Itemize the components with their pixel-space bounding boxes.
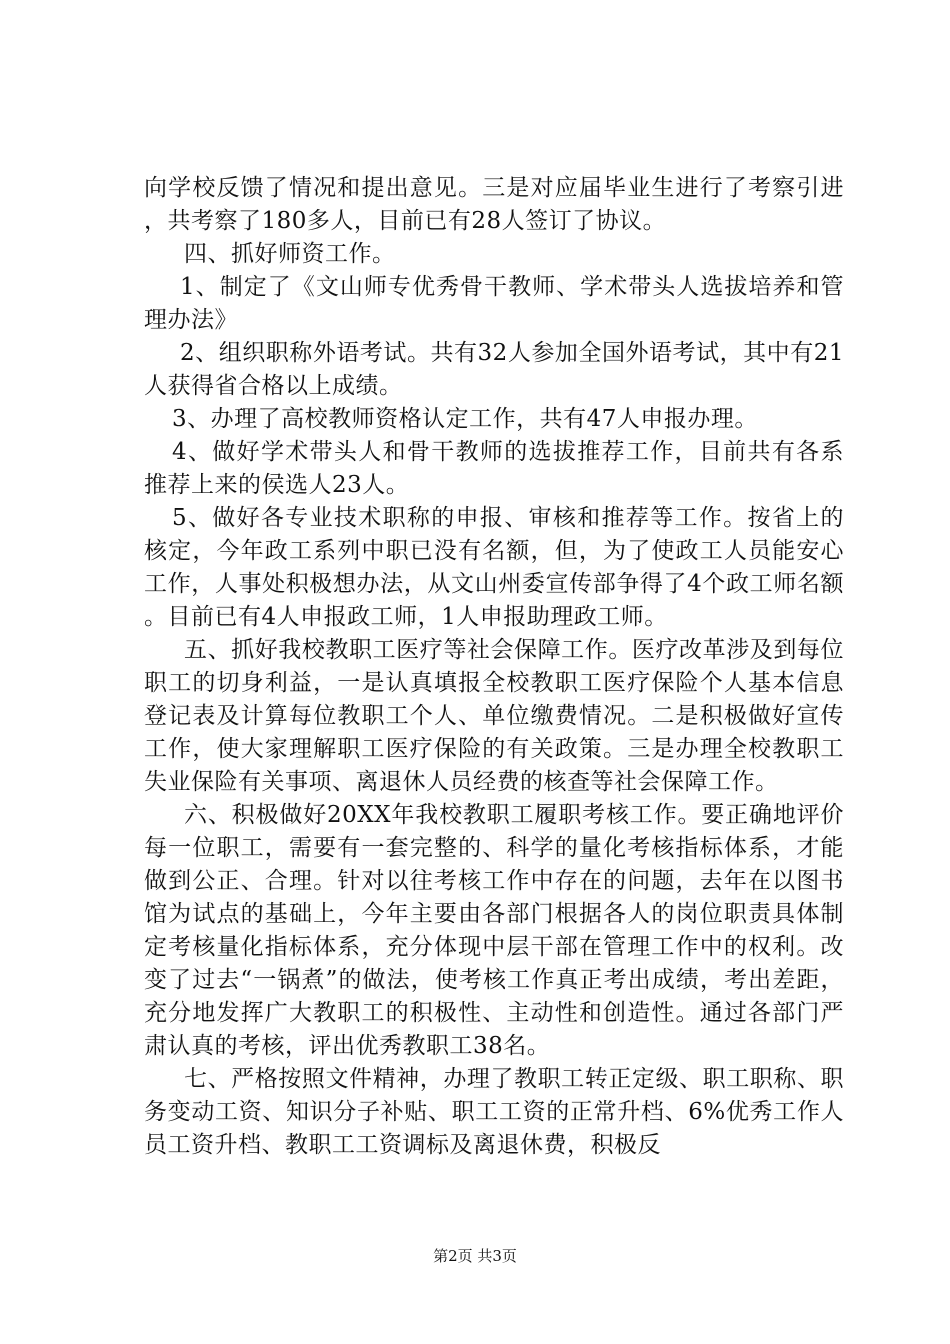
paragraph-item-4: 4、做好学术带头人和骨干教师的选拔推荐工作，目前共有各系推荐上来的侯选人23人。 xyxy=(144,439,844,498)
paragraph-section-six: 六、积极做好20XX年我校教职工履职考核工作。要正确地评价每一位职工，需要有一套完整的、科学的量化考核指标体系，才能做到公正、合理。针对以往考核工作中存在的问题，去年在以图书馆为试点的基础上，今年主要由各部门根据各人的岗位职责具体制定考核量化指标体系，充分体现中层干部在管理工作中的权利。改变了过去“一锅煮”的做法，使考核工作真正考出成绩，考出差距，充分地发挥广大教职工的积极性、主动性和创造性。通过各部门严肃认真的考核，评出优秀教职工38名。 xyxy=(144,802,844,1059)
paragraph-item-5: 5、做好各专业技术职称的申报、审核和推荐等工作。按省上的核定，今年政工系列中职已没有名额，但，为了使政工人员能安心工作，人事处积极想办法，从文山州委宣传部争得了4个政工师名额。目前已有4人申报政工师，1人申报助理政工师。 xyxy=(144,505,844,630)
page-number-footer: 第2页 共3页 xyxy=(433,1247,517,1265)
paragraph-item-3: 3、办理了高校教师资格认定工作，共有47人申报办理。 xyxy=(172,406,758,432)
paragraph-section-seven: 七、严格按照文件精神，办理了教职工转正定级、职工职称、职务变动工资、知识分子补贴、职工工资的正常升档、6%优秀工作人员工资升档、教职工工资调标及离退休费，积极反 xyxy=(144,1066,844,1158)
paragraph-section-four-heading: 四、抓好师资工作。 xyxy=(184,241,396,267)
paragraph-item-2: 2、组织职称外语考试。共有32人参加全国外语考试，其中有21人获得省合格以上成绩。 xyxy=(144,340,844,399)
document-body xyxy=(144,172,844,1162)
paragraph-section-five: 五、抓好我校教职工医疗等社会保障工作。医疗改革涉及到每位职工的切身利益，一是认真填报全校教职工医疗保险个人基本信息登记表及计算每位教职工个人、单位缴费情况。二是积极做好宣传工作，使大家理解职工医疗保险的有关政策。三是办理全校教职工失业保险有关事项、离退休人员经费的核查等社会保障工作。 xyxy=(144,637,844,795)
paragraph-continuation: 向学校反馈了情况和提出意见。三是对应届毕业生进行了考察引进，共考察了180多人，目前已有28人签订了协议。 xyxy=(144,175,844,234)
paragraph-item-1: 1、制定了《文山师专优秀骨干教师、学术带头人选拔培养和管理办法》 xyxy=(144,274,844,333)
